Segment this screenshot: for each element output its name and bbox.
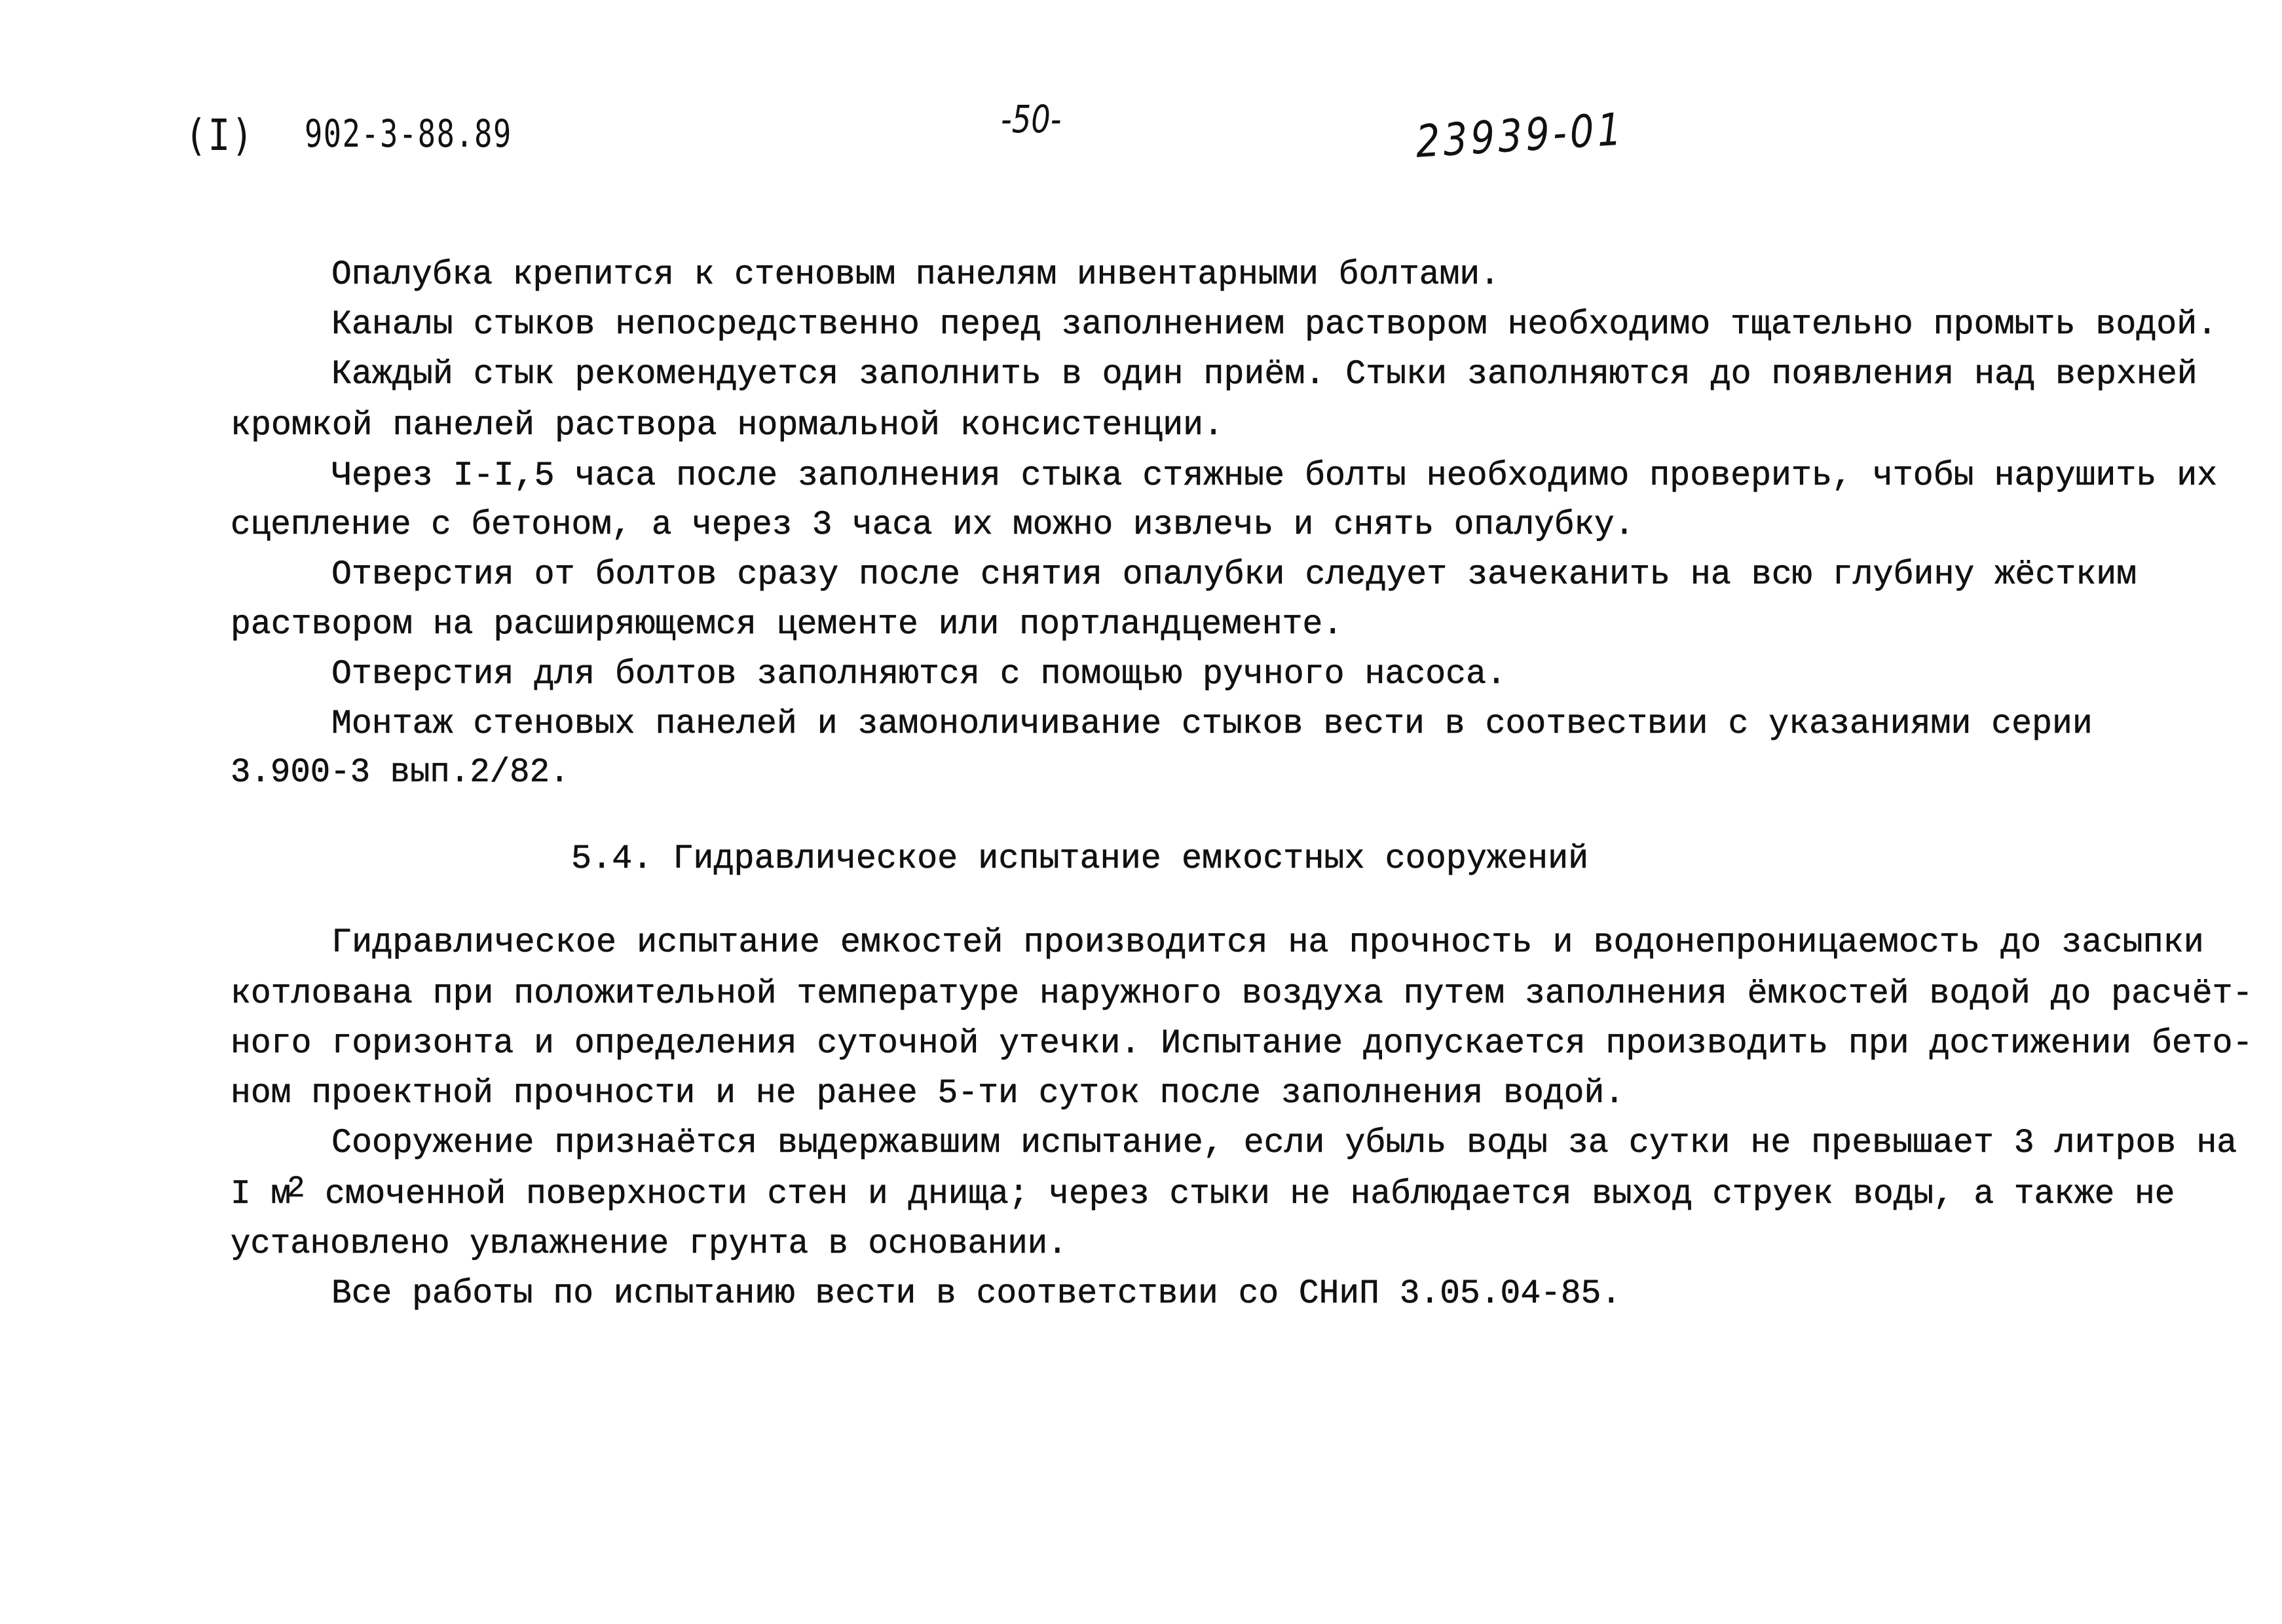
paragraph-line: Через I-I,5 часа после заполнения стыка стяжные болты необходимо проверить, чтобы нарушить их: [331, 456, 2218, 495]
paragraph-line: 3.900-3 вып.2/82.: [231, 753, 570, 792]
paragraph-line: установлено увлажнение грунта в основании.: [231, 1225, 1068, 1263]
paragraph-line: ного горизонта и определения суточной утечки. Испытание допускается производить при достижении бето-: [231, 1024, 2253, 1063]
paragraph-line: Каналы стыков непосредственно перед заполнением раствором необходимо тщательно промыть водой.: [331, 305, 2218, 344]
document-code: 902-3-88.89: [305, 111, 512, 156]
section-heading: 5.4. Гидравлическое испытание емкостных сооружений: [571, 840, 1589, 878]
paragraph-line: ном проектной прочности и не ранее 5-ти суток после заполнения водой.: [231, 1074, 1625, 1113]
paragraph-line: котлована при положительной температуре наружного воздуха путем заполнения ёмкостей водой до расчёт-: [231, 974, 2253, 1013]
paragraph-line: Гидравлическое испытание емкостей производится на прочность и водонепроницаемость до засыпки: [331, 923, 2204, 962]
area-unit: I м: [231, 1175, 291, 1213]
paragraph-line: раствором на расширяющемся цементе или портландцементе.: [231, 605, 1343, 644]
page-number: -50-: [1001, 97, 1062, 141]
paragraph-line: Сооружение признаётся выдержавшим испытание, если убыль воды за сутки не превышает 3 литров на: [331, 1124, 2237, 1162]
paragraph-line: сцепление с бетоном, а через 3 часа их можно извлечь и снять опалубку.: [231, 506, 1635, 544]
paragraph-line: Все работы по испытанию вести в соответствии со СНиП 3.05.04-85.: [331, 1274, 1622, 1313]
sheet-mark: (I): [185, 110, 255, 160]
paragraph-line: Отверстия от болтов сразу после снятия опалубки следует зачеканить на всю глубину жёстким: [331, 555, 2137, 594]
paragraph-line: Каждый стык рекомендуется заполнить в один приём. Стыки заполняются до появления над верхней: [331, 355, 2198, 394]
paragraph-line-continuation: смоченной поверхности стен и днища; через стыки не наблюдается выход струек воды, а также не: [325, 1175, 2175, 1213]
inventory-number: 23939-01: [1415, 103, 1626, 168]
superscript-squared: 2: [287, 1172, 305, 1206]
paragraph-line: Опалубка крепится к стеновым панелям инвентарными болтами.: [331, 255, 1500, 294]
paragraph-line: кромкой панелей раствора нормальной консистенции.: [231, 406, 1224, 445]
paragraph-line-area-unit: [231, 1172, 2175, 1215]
paragraph-line: Отверстия для болтов заполняются с помощью ручного насоса.: [331, 655, 1506, 693]
paragraph-line: Монтаж стеновых панелей и замоноличивание стыков вести в соотвествии с указаниями серии: [331, 705, 2093, 743]
